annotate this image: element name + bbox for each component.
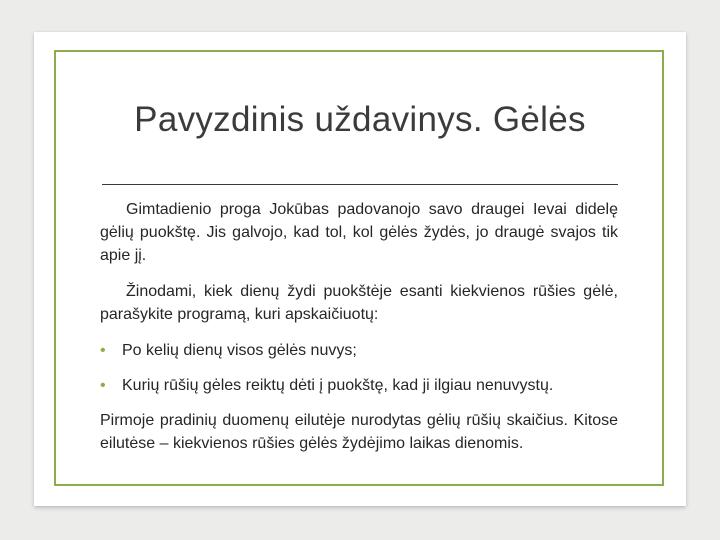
bullet-text: Kurių rūšių gėles reiktų dėti į puokštę, kad ji ilgiau nenuvystų. xyxy=(122,377,554,394)
task-bullet-list xyxy=(100,339,618,397)
bullet-item xyxy=(100,339,618,362)
paragraph-task: Žinodami, kiek dienų žydi puokštėje esanti kiekvienos rūšies gėlė, parašykite programą, kuri apskaičiuotų: xyxy=(100,283,618,323)
bullet-item xyxy=(100,374,618,397)
slide-title: Pavyzdinis uždavinys. Gėlės xyxy=(134,100,586,139)
paragraph-intro: Gimtadienio proga Jokūbas padovanojo savo draugei Ievai didelę gėlių puokštę. Jis galvojo, kad tol, kol gėlės žydės, jo draugė svajos tik apie jį. xyxy=(100,201,618,264)
bullet-icon: • xyxy=(100,377,106,394)
bullet-icon: • xyxy=(100,342,106,359)
bullet-text: Po kelių dienų visos gėlės nuvys; xyxy=(122,342,357,359)
slide-body xyxy=(100,198,618,468)
paragraph-input-format: Pirmoje pradinių duomenų eilutėje nurodytas gėlių rūšių skaičius. Kitose eilutėse – kiekvienos rūšies gėlės žydėjimo laikas dienomis. xyxy=(100,412,618,452)
title-divider xyxy=(102,184,618,185)
